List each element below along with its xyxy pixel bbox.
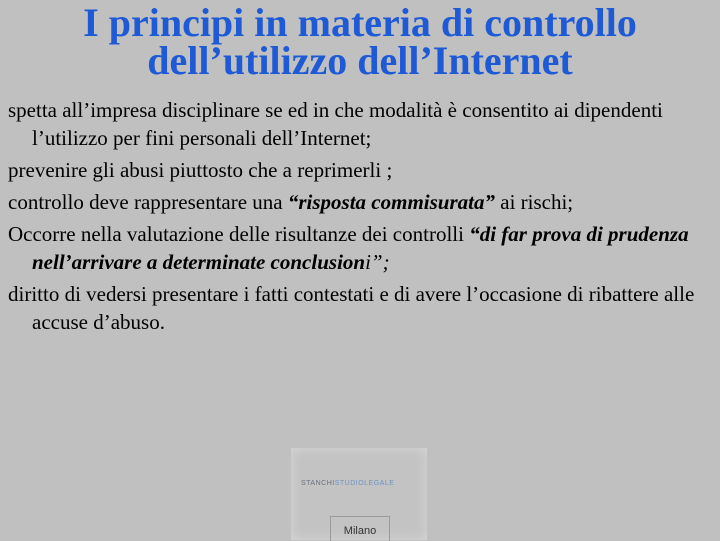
paragraph-1: spetta all’impresa disciplinare se ed in che modalità è consentito ai dipendenti l’utilizzo per fini personali dell’Internet; (8, 98, 663, 150)
logo-suffix-part: STUDIOLEGALE (334, 480, 395, 487)
paragraph-2: prevenire gli abusi piuttosto che a reprimerli ; (8, 158, 393, 182)
title-line-2: dell’utilizzo dell’Internet (147, 38, 573, 83)
paragraph-5: diritto di vedersi presentare i fatti contestati e di avere l’occasione di ribattere alle accuse d’abuso. (8, 282, 695, 334)
paragraph-4-text-a: Occorre nella valutazione delle risultanze dei controlli (8, 222, 470, 246)
city-label: Milano (343, 525, 377, 537)
paragraph-4 (8, 220, 708, 276)
city-label-box (330, 516, 390, 541)
logo-name-part: STANCHI (301, 480, 335, 487)
paragraph-4-emphasis: “di far prova di prudenza nell’arrivare a determinate conclusion (32, 222, 689, 274)
paragraph-4-text-c: i”; (365, 250, 390, 274)
firm-logo-text (301, 480, 419, 487)
paragraph-3-emphasis: “risposta commisurata” (287, 190, 495, 214)
slide-title (0, 0, 720, 83)
paragraph-3-text-a: controllo deve rappresentare una (8, 190, 288, 214)
title-line-1: I principi in materia di controllo (83, 0, 637, 45)
paragraph-3 (8, 188, 708, 216)
paragraph-3-text-c: ai rischi; (495, 190, 574, 214)
slide-body (8, 96, 708, 340)
